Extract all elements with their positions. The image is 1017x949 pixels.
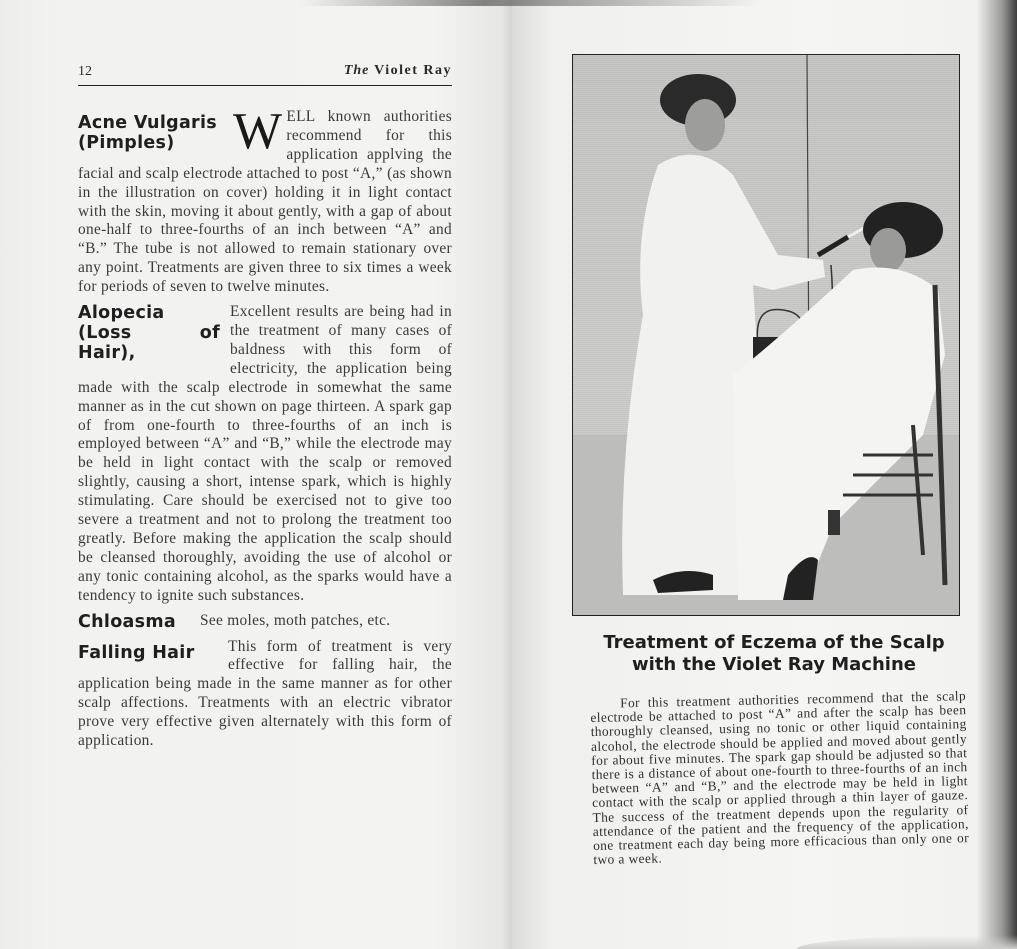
drop-cap: W (233, 103, 283, 160)
entry-acne-vulgaris (78, 103, 452, 297)
running-title-italic: The (343, 63, 370, 78)
entry-falling-hair (78, 638, 452, 751)
heading-line: (Pimples) (78, 133, 175, 153)
heading-line: Chloasma (78, 611, 176, 632)
entry-body: This form of treatment is very effective for falling hair, the application being made in the same manner as for other scalp affections. Treatments with an electric vibrator prove very effective given alternately with this form of application. (78, 637, 452, 750)
photograph-icon (572, 54, 960, 616)
caption-body: For this treatment authorities recommend that the scalp electrode be attached to post “A” and after the scalp has been thoroughly cleansed, using no tonic or other liquid containing alcohol, the electrode should be applied and moved about gently for about five minutes. The spark gap should be adjusted so that there is a distance of about one-fourth to three-fourths of an inch between “A” and “B,” and the electrode may be held in light contact with the scalp or applied through a thin layer of gauze. The success of the treatment depends upon the regularity of attendance of the patient and the frequency of the application, one treatment each day being more efficacious than only one or two a week. (590, 688, 970, 868)
entry-heading (78, 303, 220, 363)
page-number: 12 (78, 64, 92, 79)
entry-body: See moles, moth patches, etc. (200, 611, 391, 629)
page-shadow (300, 0, 760, 6)
entry-alopecia (78, 303, 452, 606)
running-head (78, 63, 452, 86)
heading-line: Acne Vulgaris (78, 113, 217, 133)
left-text-column (78, 103, 452, 757)
running-title-rest: Violet Ray (369, 63, 452, 78)
entry-chloasma (78, 612, 452, 632)
entry-heading (78, 612, 176, 632)
photo-illustration (573, 55, 959, 615)
entry-heading (78, 643, 218, 663)
running-title (344, 63, 452, 79)
entry-body: Excellent results are being had in the treatment of many cases of baldness with this form of electricity, the application being made with the scalp electrode in somewhat the same manner as in the cut shown on page thirteen. A spark gap of from one-fourth to three-fourths of an inch is employed between “A” and “B,” while the electrode may be held in light contact with the scalp or removed slightly, causing a short, intense spark, which is highly stimulating. Care should be exercised not to give too severe a treatment and not to prolong the treatment too greatly. Before making the application the scalp should be cleansed thoroughly, avoiding the use of alcohol or any tonic containing alcohol, as the sparks would have a tendency to ignite such substances. (78, 303, 452, 604)
entry-body: ELL known authorities recommend for this application applving the facial and scalp electrode attached to post “A,” (as shown in the illustration on cover) holding it in light contact with the skin, moving it about gently, with a gap of about one-half to three-fourths of an inch between “A” and “B.” The tube is not allowed to remain stationary over any point. Treatments are given three to six times a week for periods of seven to twelve minutes. (78, 108, 452, 296)
entry-heading (78, 113, 223, 153)
heading-line: (Loss of Hair), (78, 323, 220, 364)
caption-title-line: Treatment of Eczema of the Scalp (603, 632, 945, 653)
caption-title-line: with the Violet Ray Machine (632, 654, 916, 675)
heading-line: Alopecia (78, 303, 165, 324)
heading-line: Falling Hair (78, 642, 195, 663)
caption-title (578, 632, 970, 676)
